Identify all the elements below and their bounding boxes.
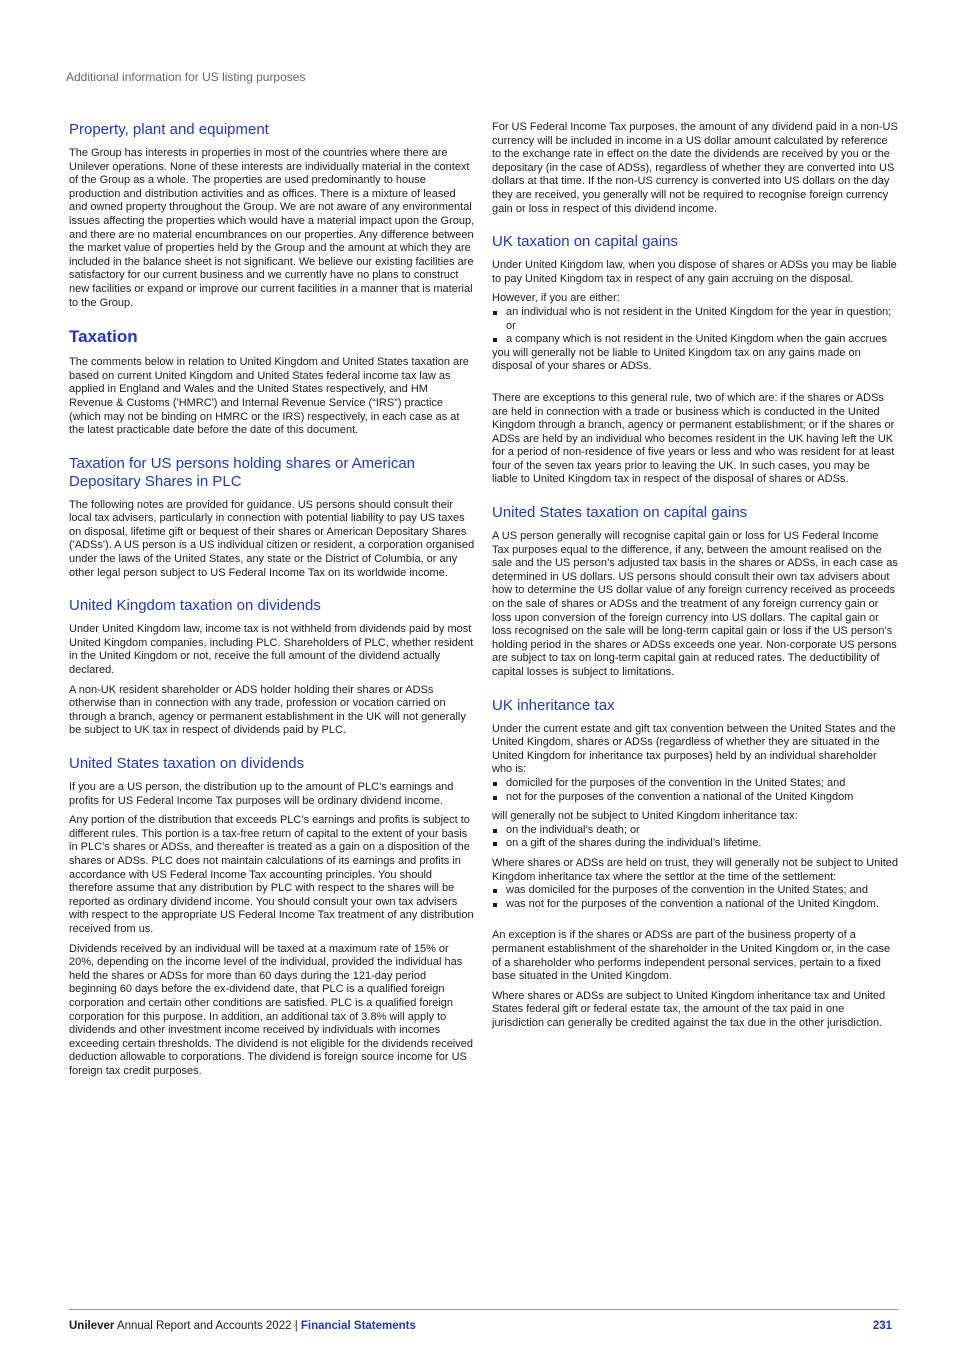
list-item: an individual who is not resident in the United Kingdom for the year in question; or bbox=[492, 306, 898, 333]
paragraph: Any portion of the distribution that exceeds PLC’s earnings and profits is subject to different rules. This portion is a tax-free return of capital to the extent of your basis in PLC’s shares or ADSs, and thereafter is treated as a gain on a disposition of the shares or ADSs. PLC does not maintain calculations of its earnings and profits in accordance with US Federal Income Tax accounting principles. You should therefore assume that any distribution by PLC with respect to the shares will be reported as ordinary dividend income. You should consult your own tax advisers with respect to the appropriate US Federal Income Tax treatment of any distribution received from us. bbox=[69, 814, 474, 935]
bullet-icon bbox=[493, 796, 497, 800]
bullet-icon bbox=[493, 829, 497, 833]
list-item: not for the purposes of the convention a national of the United Kingdom bbox=[492, 791, 898, 805]
bullet-icon bbox=[493, 889, 497, 893]
paragraph: A US person generally will recognise capital gain or loss for US Federal Income Tax purposes equal to the difference, if any, between the amount realised on the sale and the US person’s adjusted tax basis in the shares or ADSs, in each case as determined in US dollars. US persons should consult their own tax advisers about how to determine the US dollar value of any foreign currency received as proceeds on the sale of shares or ADSs and the treatment of any foreign currency gain or loss upon conversion of the foreign currency into US dollars. The capital gain or loss recognised on the sale will be long-term capital gain or loss if the US person’s holding period in the shares or ADSs exceeds one year. Non-corporate US persons are subject to tax on long-term capital gain at reduced rates. The deductibility of capital losses is subject to limitations. bbox=[492, 530, 898, 678]
section-currency-intro bbox=[492, 121, 898, 216]
paragraph: Dividends received by an individual will be taxed at a maximum rate of 15% or 20%, depending on the income level of the individual, provided the individual has held the shares or ADSs for more than 60 days during the 121-day period beginning 60 days before the ex-dividend date, that PLC is a qualified foreign corporation and certain other conditions are satisfied. PLC is a qualified foreign corporation for this purpose. In addition, an additional tax of 3.8% will apply to dividends and other investment income received by individuals with incomes exceeding certain thresholds. The dividend is not eligible for the dividends received deduction allowable to corporations. The dividend is foreign source income for US foreign tax credit purposes. bbox=[69, 942, 473, 1077]
paragraph: A non-UK resident shareholder or ADS holder holding their shares or ADSs otherwise than in connection with any trade, profession or vocation carried on through a branch, agency or permanent establishment in the UK will not generally be subject to UK tax in respect of dividends paid by PLC. bbox=[69, 683, 466, 737]
right-column bbox=[492, 121, 898, 1047]
footer-report-title: Annual Report and Accounts 2022 | bbox=[114, 1320, 301, 1332]
section-uk-capital-gains bbox=[492, 233, 898, 487]
bullet-icon bbox=[493, 903, 497, 907]
paragraph: Under the current estate and gift tax convention between the United States and the United Kingdom, shares or ADSs (regardless of whether they are situated in the United Kingdom for inheritance tax purposes) held by an individual shareholder who is: bbox=[492, 722, 896, 776]
bullet-icon bbox=[493, 842, 497, 846]
paragraph: However, if you are either: bbox=[492, 292, 620, 305]
list-item: on the individual’s death; or bbox=[492, 824, 898, 838]
section-property-plant-equipment bbox=[69, 121, 475, 310]
footer-brand: Unilever bbox=[69, 1320, 115, 1332]
section-uk-inheritance-tax bbox=[492, 697, 898, 1031]
paragraph: The Group has interests in properties in most of the countries where there are Unilever operations. None of these interests are individually material in the context of the Group as a whole. The properties are used predominantly to house production and distribution activities and as offices. There is a mixture of leased and owned property throughout the Group. We are not aware of any environmental issues affecting the properties which would have a material impact upon the Group, and there are no material encumbrances on our properties. Any difference between the market value of properties held by the Group and the amount at which they are included in the balance sheet is not significant. We believe our existing facilities are satisfactory for our current business and we currently have no plans to construct new facilities or expand or improve our current facilities in a manner that is material to the Group. bbox=[69, 147, 475, 309]
section-heading: UK inheritance tax bbox=[492, 696, 615, 714]
section-uk-dividends bbox=[69, 597, 475, 738]
bullet-icon bbox=[493, 782, 497, 786]
running-header: Additional information for US listing purposes bbox=[66, 70, 306, 84]
section-us-capital-gains bbox=[492, 504, 898, 680]
list-item: domiciled for the purposes of the convention in the United States; and bbox=[492, 777, 898, 791]
section-us-persons bbox=[69, 455, 475, 581]
paragraph: If you are a US person, the distribution up to the amount of PLC’s earnings and profits for US Federal Income Tax purposes will be ordinary dividend income. bbox=[69, 781, 454, 807]
paragraph: The comments below in relation to United Kingdom and United States taxation are based on current United Kingdom and United States federal income tax law as applied in England and Wales and the United States respectively, and HM Revenue & Customs ('HMRC') and Internal Revenue Service (“IRS”) practice (which may not be binding on HMRC or the IRS) respectively, in each case as at the latest practicable date before the date of this document. bbox=[69, 356, 469, 437]
footer bbox=[69, 1319, 898, 1333]
paragraph: An exception is if the shares or ADSs are part of the business property of a permanent establishment of the shareholder in the United Kingdom or, in the case of a shareholder who performs independent personal services, pertain to a fixed base situated in the United Kingdom. bbox=[492, 929, 891, 983]
paragraph: Where shares or ADSs are held on trust, they will generally not be subject to United Kingdom inheritance tax where the settlor at the time of the settlement: bbox=[492, 856, 898, 883]
section-heading: UK taxation on capital gains bbox=[492, 233, 678, 251]
paragraph: For US Federal Income Tax purposes, the amount of any dividend paid in a non-US currency will be included in income in a US dollar amount calculated by reference to the exchange rate in effect on the date the dividends are received by you or the depositary (in the case of ADSs), regardless of whether they are converted into US dollars at that time. If the non-US currency is converted into US dollars on the day they are received, you generally will not be required to recognise foreign currency gain or loss in respect of this dividend income. bbox=[492, 121, 898, 215]
section-heading: Property, plant and equipment bbox=[69, 121, 269, 138]
list-item: a company which is not resident in the United Kingdom when the gain accrues bbox=[492, 333, 898, 347]
section-heading: Taxation for US persons holding shares or American Depositary Shares in PLC bbox=[69, 454, 416, 490]
bullet-list bbox=[492, 777, 898, 804]
bullet-list bbox=[492, 824, 898, 851]
bullet-icon bbox=[493, 338, 497, 342]
paragraph: Under United Kingdom law, when you dispose of shares or ADSs you may be liable to pay United Kingdom tax in respect of any gain accruing on the disposal. bbox=[492, 259, 897, 285]
paragraph: will generally not be subject to United Kingdom inheritance tax: bbox=[492, 810, 798, 823]
section-heading: United States taxation on capital gains bbox=[492, 504, 748, 522]
bullet-icon bbox=[493, 311, 497, 315]
footer-section-link[interactable]: Financial Statements bbox=[300, 1320, 416, 1332]
section-us-dividends bbox=[69, 755, 475, 1078]
footer-divider bbox=[69, 1309, 898, 1310]
list-item: was domiciled for the purposes of the convention in the United States; and bbox=[492, 884, 898, 898]
paragraph: you will generally not be liable to United Kingdom tax on any gains made on disposal of your shares or ADSs. bbox=[492, 346, 861, 373]
section-heading: United Kingdom taxation on dividends bbox=[69, 597, 321, 615]
list-item: on a gift of the shares during the individual’s lifetime. bbox=[492, 837, 898, 851]
paragraph: Under United Kingdom law, income tax is not withheld from dividends paid by most United Kingdom companies, including PLC. Shareholders of PLC, whether resident in the United Kingdom or not, receive the full amount of the dividend actually declared. bbox=[69, 623, 474, 677]
section-heading: United States taxation on dividends bbox=[69, 755, 305, 772]
main-heading: Taxation bbox=[69, 327, 138, 347]
paragraph: There are exceptions to this general rule, two of which are: if the shares or ADSs are held in connection with a trade or business which is conducted in the United Kingdom through a branch, agency or permanent establishment; or if the shares or ADSs are held by an individual who becomes resident in the UK having left the UK for a period of non-residence of five years or less and who was resident for at least four of the seven tax years prior to leaving the UK. In such cases, you may be liable to United Kingdom tax in respect of the disposal of shares or ADSs. bbox=[492, 391, 895, 486]
paragraph: The following notes are provided for guidance. US persons should consult their local tax advisers, particularly in connection with potential liability to pay US taxes on disposal, lifetime gift or bequest of their shares or American Depositary Shares ('ADSs'). A US person is a US individual citizen or resident, a corporation organised under the laws of the United States, any state or the District of Columbia, or any other legal person subject to US Federal Income Tax on its worldwide income. bbox=[69, 498, 475, 579]
section-taxation bbox=[69, 327, 475, 438]
page-number: 231 bbox=[872, 1320, 892, 1332]
paragraph: Where shares or ADSs are subject to United Kingdom inheritance tax and United States federal gift or federal estate tax, the amount of the tax paid in one jurisdiction can generally be credited against the tax due in the other jurisdiction. bbox=[492, 989, 886, 1029]
list-item: was not for the purposes of the convention a national of the United Kingdom. bbox=[492, 898, 898, 912]
bullet-list bbox=[492, 306, 898, 347]
bullet-list bbox=[492, 884, 898, 911]
left-column bbox=[69, 121, 475, 1095]
